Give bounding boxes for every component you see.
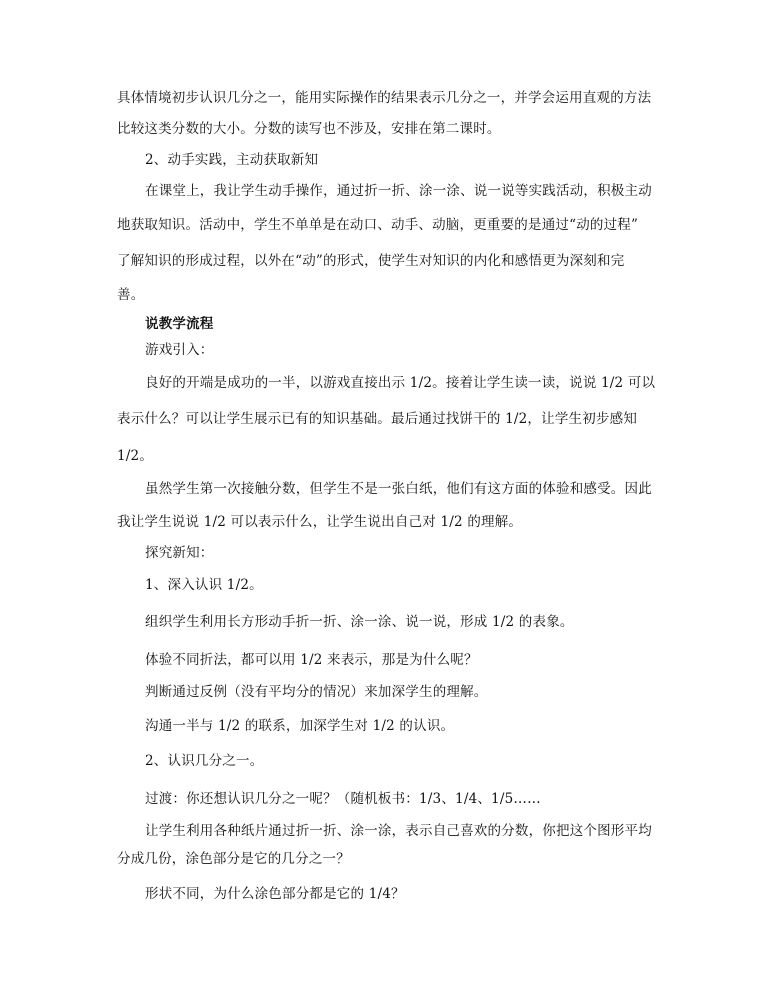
subsection-label: 探究新知： bbox=[145, 545, 214, 561]
subsection-label: 游戏引入： bbox=[145, 342, 214, 358]
paragraph-line: 让学生利用各种纸片通过折一折、涂一涂，表示自己喜欢的分数，你把这个图形平均 bbox=[145, 823, 652, 839]
paragraph-line: 比较这类分数的大小。分数的读写也不涉及，安排在第二课时。 bbox=[117, 121, 501, 137]
paragraph-line: 沟通一半与 1/2 的联系，加深学生对 1/2 的认识。 bbox=[145, 718, 455, 734]
paragraph-line: 过渡：你还想认识几分之一呢？（随机板书：1/3、1/4、1/5…… bbox=[145, 791, 541, 807]
paragraph-line: 判断通过反例（没有平均分的情况）来加深学生的理解。 bbox=[145, 684, 488, 700]
section-title: 说教学流程 bbox=[145, 316, 214, 332]
paragraph-line: 善。 bbox=[117, 287, 145, 303]
paragraph-line: 组织学生利用长方形动手折一折、涂一涂、说一说，形成 1/2 的表象。 bbox=[145, 614, 574, 630]
paragraph-line: 我让学生说说 1/2 可以表示什么，让学生说出自己对 1/2 的理解。 bbox=[117, 514, 523, 530]
paragraph-line: 形状不同，为什么涂色部分都是它的 1/4？ bbox=[145, 886, 405, 902]
list-item: 2、认识几分之一。 bbox=[145, 753, 264, 769]
paragraph-line: 虽然学生第一次接触分数，但学生不是一张白纸，他们有这方面的体验和感受。因此 bbox=[145, 481, 652, 497]
paragraph-line: 1/2。 bbox=[117, 448, 154, 464]
paragraph-line: 良好的开端是成功的一半，以游戏直接出示 1/2。接着让学生读一读，说说 1/2 可以 bbox=[145, 375, 656, 391]
paragraph-line: 分成几份，涂色部分是它的几分之一？ bbox=[117, 851, 350, 867]
paragraph-line: 体验不同折法，都可以用 1/2 来表示，那是为什么呢？ bbox=[145, 652, 478, 668]
list-item: 1、深入认识 1/2。 bbox=[145, 577, 263, 593]
paragraph-line: 具体情境初步认识几分之一，能用实际操作的结果表示几分之一，并学会运用直观的方法 bbox=[117, 90, 652, 106]
section-heading: 2、动手实践，主动获取新知 bbox=[145, 152, 319, 168]
paragraph-line: 地获取知识。活动中，学生不单单是在动口、动手、动脑，更重要的是通过“动的过程” bbox=[117, 217, 639, 233]
paragraph-line: 表示什么？可以让学生展示已有的知识基础。最后通过找饼干的 1/2，让学生初步感知 bbox=[117, 411, 638, 427]
paragraph-line: 在课堂上，我让学生动手操作，通过折一折、涂一涂、说一说等实践活动，积极主动 bbox=[145, 183, 652, 199]
paragraph-line: 了解知识的形成过程，以外在“动”的形式，使学生对知识的内化和感悟更为深刻和完 bbox=[117, 253, 625, 269]
